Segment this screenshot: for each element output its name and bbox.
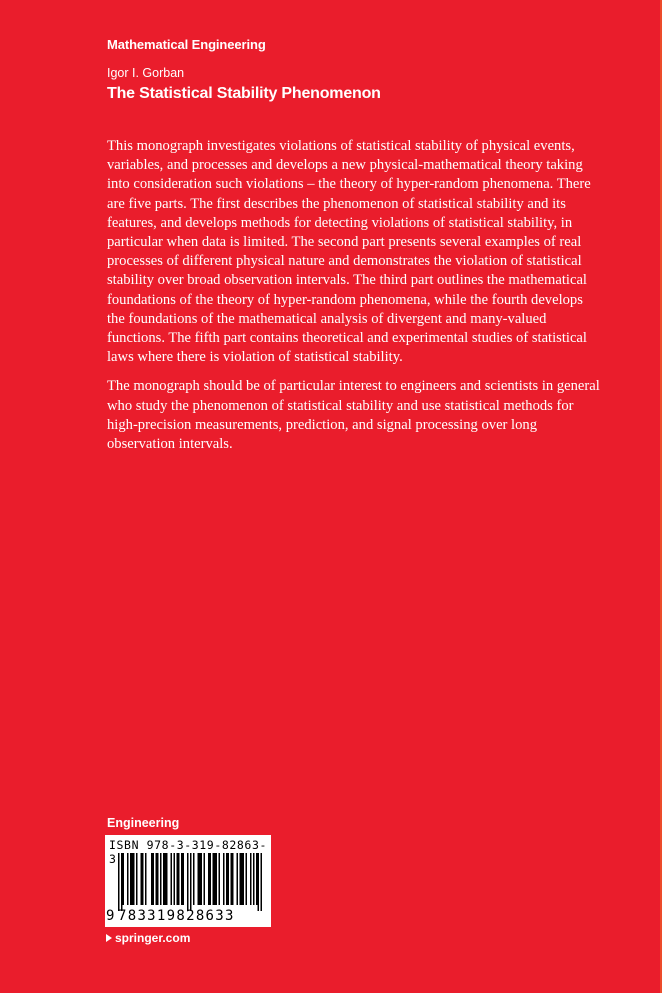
barcode-bar	[216, 853, 218, 905]
barcode-bar	[201, 853, 203, 905]
barcode-bar	[231, 853, 233, 905]
barcode-bar	[198, 853, 200, 905]
barcode-bar	[213, 853, 215, 905]
barcode-bar	[214, 853, 216, 905]
barcode-bar	[145, 853, 147, 905]
barcode-bar	[250, 853, 252, 905]
barcode-bar	[253, 853, 255, 905]
barcode-bar	[183, 853, 185, 905]
barcode-bar	[151, 853, 153, 905]
barcode-first-digit: 9	[106, 908, 115, 924]
barcode-bar	[142, 853, 144, 905]
barcode-bar	[157, 853, 159, 905]
barcode-bar	[193, 853, 195, 905]
barcode-bar	[219, 853, 221, 905]
barcode-bar	[181, 853, 183, 905]
book-description	[107, 137, 603, 464]
barcode-bar	[258, 853, 260, 911]
barcode-bar	[132, 853, 134, 905]
barcode-digits: 783319828633	[118, 908, 235, 924]
barcode-bar	[208, 853, 210, 905]
barcode-bar	[136, 853, 138, 905]
publisher-website[interactable]	[106, 931, 190, 945]
barcode-bar	[243, 853, 245, 905]
barcode-bar	[165, 853, 167, 905]
barcode-bar	[187, 853, 189, 911]
barcode-bar	[177, 853, 179, 905]
book-title: The Statistical Stability Phenomenon	[107, 85, 381, 102]
barcode-bar	[178, 853, 180, 905]
barcode-bar	[121, 853, 123, 911]
barcode-bar	[241, 853, 243, 905]
author-name: Igor I. Gorban	[107, 66, 185, 80]
barcode-bar	[156, 853, 158, 905]
series-title: Mathematical Engineering	[107, 37, 266, 52]
barcode-bar	[246, 853, 248, 905]
description-paragraph-2: The monograph should be of particular interest to engineers and scientists in general who study the phenomenon of statistical stability and use statistical methods for high-precision measurements, prediction, and signal processing over long observation intervals.	[107, 378, 600, 453]
barcode-bar	[237, 853, 239, 905]
barcode-bar	[199, 853, 201, 905]
barcode-bar	[166, 853, 168, 905]
barcode-bar	[210, 853, 212, 905]
barcode-bar	[153, 853, 155, 905]
arrow-right-icon	[106, 934, 112, 942]
barcode-bar	[223, 853, 225, 905]
barcode-bar	[232, 853, 234, 905]
barcode-bar	[118, 853, 120, 911]
subject-category: Engineering	[107, 816, 180, 830]
barcode-bar	[226, 853, 228, 905]
barcode-bar	[163, 853, 165, 905]
isbn-barcode	[105, 835, 271, 927]
barcode-bar	[141, 853, 143, 905]
barcode-bar	[190, 853, 192, 911]
website-label: springer.com	[115, 931, 191, 945]
barcode-bar	[130, 853, 132, 905]
barcode-bar	[174, 853, 176, 905]
barcode-bar	[133, 853, 135, 905]
barcode-bar	[261, 853, 263, 911]
barcode-bar	[160, 853, 162, 905]
description-paragraph-1: This monograph investigates violations of statistical stability of physical events, variables, and processes and develops a new physical-mathematical theory taking into consideration such violations – the theory of hyper-random phenomena. There are five parts. The first describes the phenomenon of statistical stability and its features, and develops methods for detecting violations of statistical stability, in particular when data is limited. The second part presents several examples of real processes of different physical nature and demonstrates the violation of statistical stability over broad observation intervals. The third part outlines the mathematical foundations of the theory of hyper-random phenomena, while the fourth develops the foundations of the mathematical analysis of divergent and many-valued functions. The fifth part contains theoretical and experimental studies of statistical laws where there is violation of statistical stability.	[107, 138, 591, 366]
isbn-label: ISBN 978-3-319-82863-3	[109, 838, 267, 866]
barcode-bar	[240, 853, 242, 905]
barcode-bars	[118, 853, 268, 911]
barcode-bar	[256, 853, 258, 905]
barcode-bar	[127, 853, 129, 905]
barcode-bar	[171, 853, 173, 905]
barcode-bar	[123, 853, 125, 905]
barcode-bar	[228, 853, 230, 905]
barcode-bar	[204, 853, 206, 905]
